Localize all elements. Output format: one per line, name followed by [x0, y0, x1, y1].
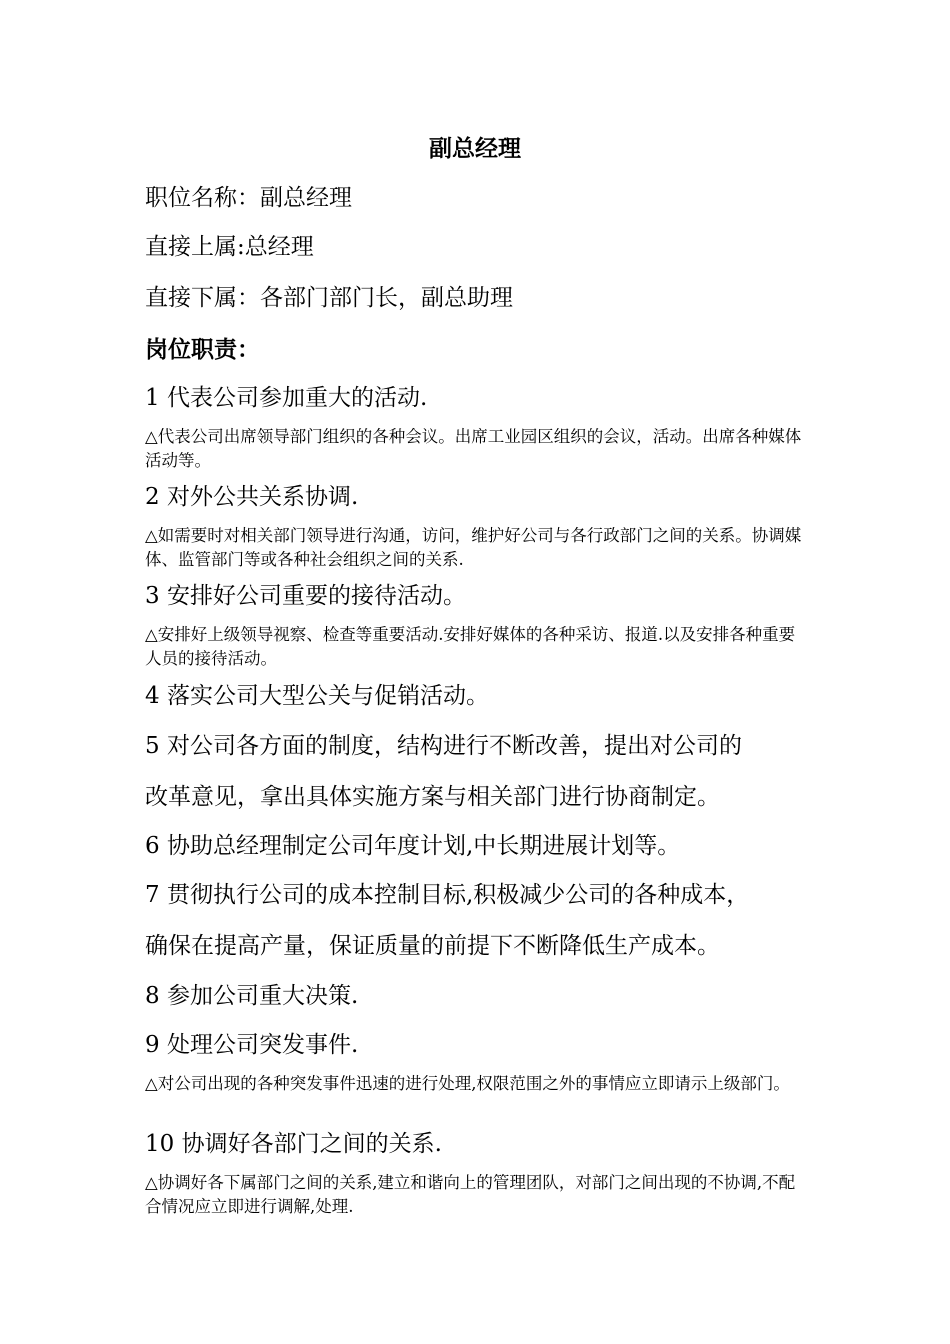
duty-note-2: △如需要时对相关部门领导进行沟通，访问，维护好公司与各行政部门之间的关系。协调媒体、监管部门等或各种社会组织之间的关系.	[145, 526, 802, 569]
duty-item-9: 9 处理公司突发事件.	[145, 1032, 359, 1058]
duty-note-1: △代表公司出席领导部门组织的各种会议。出席工业园区组织的会议，活动。出席各种媒体活动等。	[145, 427, 802, 470]
position-name: 职位名称：副总经理	[145, 185, 352, 211]
direct-superior: 直接上属:总经理	[145, 234, 314, 260]
duty-item-3: 3 安排好公司重要的接待活动。	[145, 583, 466, 609]
duty-item-1: 1 代表公司参加重大的活动.	[145, 385, 428, 411]
duty-note-9: △对公司出现的各种突发事件迅速的进行处理,权限范围之外的事情应立即请示上级部门。	[145, 1074, 790, 1093]
duty-item-6: 6 协助总经理制定公司年度计划,中长期进展计划等。	[145, 833, 681, 859]
duty-note-10: △协调好各下属部门之间的关系,建立和谐向上的管理团队，对部门之间出现的不协调,不配合情况应立即进行调解,处理.	[145, 1173, 796, 1216]
duty-note-3: △安排好上级领导视察、检查等重要活动.安排好媒体的各种采访、报道.以及安排各种重要人员的接待活动。	[145, 625, 796, 668]
duty-item-7-line1: 7 贯彻执行公司的成本控制目标,积极减少公司的各种成本，	[145, 882, 750, 908]
duty-item-8: 8 参加公司重大决策.	[145, 983, 359, 1009]
duty-item-4: 4 落实公司大型公关与促销活动。	[145, 683, 489, 709]
duty-item-5-line2: 改革意见，拿出具体实施方案与相关部门进行协商制定。	[145, 784, 720, 810]
direct-subordinates: 直接下属：各部门部门长，副总助理	[145, 285, 513, 311]
document-title: 副总经理	[429, 135, 521, 162]
duty-item-2: 2 对外公共关系协调.	[145, 484, 359, 510]
duties-heading: 岗位职责：	[145, 336, 260, 363]
duty-item-7-line2: 确保在提高产量，保证质量的前提下不断降低生产成本。	[145, 933, 720, 959]
duty-item-5-line1: 5 对公司各方面的制度，结构进行不断改善，提出对公司的	[145, 733, 742, 759]
duty-item-10: 10 协调好各部门之间的关系.	[145, 1131, 442, 1157]
